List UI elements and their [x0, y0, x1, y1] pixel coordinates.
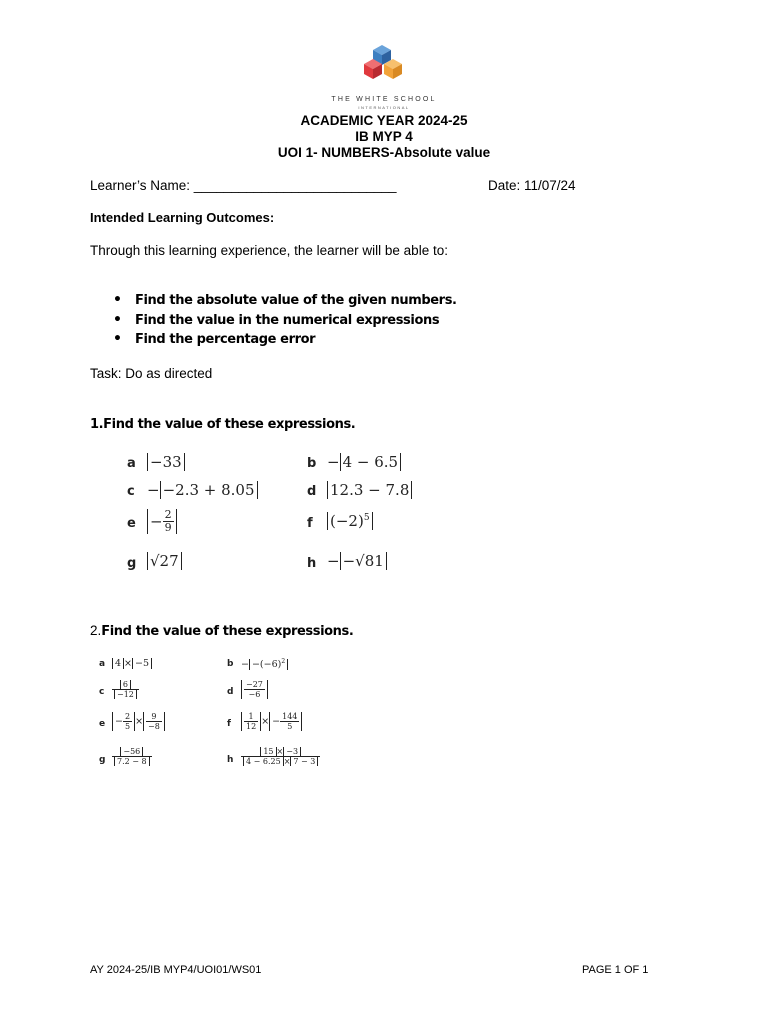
footer-document-code: AY 2024-25/IB MYP4/UOI01/WS01 [90, 964, 262, 976]
q2-label-b: b [227, 659, 234, 669]
intro-text: Through this learning experience, the learner will be able to: [90, 243, 448, 258]
q2-expr-e: − $\frac{2}{5}$ × $\frac{9}{-8}$ [112, 712, 165, 731]
outcome-item: • Find the absolute value of the given numbers. [135, 293, 457, 313]
outcomes-list [135, 293, 457, 352]
q1-label-b: b [307, 456, 317, 471]
q1-label-g: g [127, 556, 137, 571]
q2-expr-c: $\frac{6}{-12}$ [112, 680, 139, 699]
grade-title: IB MYP 4 [355, 129, 413, 144]
unit-title: UOI 1- NUMBERS-Absolute value [277, 145, 491, 160]
school-name: THE WHITE SCHOOL [331, 96, 437, 103]
footer-page-number: PAGE 1 OF 1 [582, 964, 649, 976]
outcome-item: • Find the value in the numerical expressions [135, 313, 457, 333]
q1-heading: 1.Find the value of these expressions. [90, 417, 356, 432]
q1-expr-f: $(-2)^5$ [327, 512, 373, 530]
q2-label-h: h [227, 755, 234, 765]
q2-heading: 2.Find the value of these expressions. [90, 623, 354, 639]
q2-label-a: a [99, 659, 106, 669]
q2-expr-d: $\frac{-27}{-6}$ [241, 680, 268, 699]
q2-label-d: d [227, 687, 234, 697]
task-text: Task: Do as directed [90, 366, 213, 381]
q2-label-g: g [99, 755, 106, 765]
q1-label-h: h [307, 556, 317, 571]
q1-expr-d: 12.3 − 7.8 [327, 481, 412, 499]
q2-expr-g: $\frac{-56}{7.2 - 8}$ [112, 747, 152, 766]
q1-label-d: d [307, 484, 317, 499]
academic-year-title: ACADEMIC YEAR 2024-25 [300, 113, 468, 128]
q1-label-c: c [127, 484, 135, 499]
q1-expr-g: √27 [147, 552, 182, 570]
q1-label-f: f [307, 516, 313, 531]
q1-expr-e: − $\frac{2}{9}$ [147, 509, 177, 534]
q1-expr-a: −33 [147, 453, 185, 471]
q1-label-e: e [127, 516, 136, 531]
q2-label-c: c [99, 687, 105, 697]
q1-label-a: a [127, 456, 136, 471]
outcomes-heading: Intended Learning Outcomes: [90, 210, 275, 225]
outcome-item: • Find the percentage error [135, 332, 457, 352]
school-logo-cubes-icon [360, 44, 408, 86]
q2-label-e: e [99, 719, 106, 729]
school-name-sub: INTERNATIONAL [358, 105, 410, 110]
q1-expr-c: − −2.3 + 8.05 [147, 481, 258, 499]
date-label: Date: 11/07/24 [488, 178, 576, 193]
q2-expr-a: 4 × −5 [112, 658, 152, 669]
q2-expr-h: $\frac{15 \times -3}{4 - 6.25 \times 7 - 3}$ [241, 747, 320, 766]
q2-label-f: f [227, 719, 231, 729]
q1-expr-b: − 4 − 6.5 [327, 453, 401, 471]
q2-expr-b: − $-(-6)^2$ [241, 658, 288, 670]
q1-expr-h: − −√81 [327, 552, 387, 570]
learner-name-line: Learner’s Name: ___________________________ [90, 178, 397, 193]
q2-expr-f: $\frac{1}{12}$ × − $\frac{144}{5}$ [241, 712, 302, 731]
